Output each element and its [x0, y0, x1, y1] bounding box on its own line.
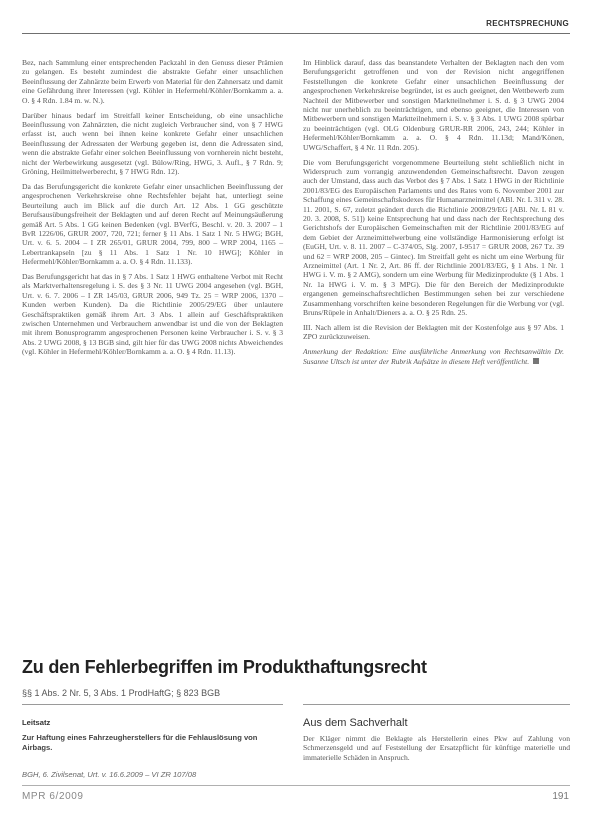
paragraph: Die vom Berufungsgericht vorgenommene Beurteilung steht schließlich nicht in Widerspruch zum vorrangig anzuwendenden Gemeinschaftsrecht. Davon zeugen auch der Umstand, dass auch das Verbot des § 7 Abs. 1 Satz 1 HWG in der Richtlinie 2001/83/EG des Europäischen Parlaments und des Rates vom 6. November 2001 zur Schaffung eines Gemeinschaftskodexes für Humanarzneimittel (ABl. Nr. L 311 v. 28. 11. 2001, S. 67, zuletzt geändert durch die Richtlinie 2008/29/EG [ABl. Nr. L 81 v. 20. 3. 2008, S. 51]) keine Entsprechung hat und dass nach der Rechtsprechung des Gerichtshofs der Europäischen Gemeinschaften mit der Richtlinie 2001/83/EG auf dem Gebiet der Arzneimittelwerbung eine vollständige Harmonisierung erfolgt ist (EuGH, Urt. v. 8. 11. 2007 – C-374/05, Slg. 2007, I-9517 = GRUR 2008, 267 Tz. 39 und 62 = WRP 2008, 205 – Gintec). Im Streitfall geht es nicht um eine Werbung für Arzneimittel (Art. 1 Nr. 2, Art. 86 ff. der Richtlinie 2001/83/EG, § 1 Abs. 1 Nr. 1 HWG i. V. m. § 2 AMG), sondern um eine Werbung für Medizinprodukte (§ 1 Abs. 1 Nr. 1a HWG i. V. m. § 3 MPG). Die für den Bereich der Medizinprodukte ergangenen gemeinschaftsrechtlichen Bestimmungen sehen bei zur verschiedene Zusammenhang vorschriften keine besonderen Regelungen für die Werbung vor (vgl. Bruns/Rüpele in Anhalt/Dieners a. a. O. § 25 Rdn. 25.: [303, 157, 564, 318]
article-title: Zu den Fehlerbegriffen im Produkthaftungsrecht: [22, 657, 427, 677]
court-reference: BGH, 6. Zivilsenat, Urt. v. 16.6.2009 – VI ZR 107/08: [22, 770, 197, 779]
editor-note: [303, 347, 564, 366]
left-column: [22, 58, 283, 362]
divider-left: [22, 704, 283, 705]
leitsatz-label: Leitsatz: [22, 718, 51, 727]
paragraph: Bez, nach Sammlung einer entsprechenden Packzahl in den Genuss dieser Prämien zu gelangen. Es besteht zumindest die abstrakte Gefahr einer unsachlichen Beeinflussung der Zahnärzte beim Erwerb von Material für den Zahnersatz und damit eine Gefährdung ihrer Interessen (vgl. Köhler in Hefermehl/Köhler/Bornkamm a. a. O. § 4 Rdn. 1.84 m. w. N.).: [22, 58, 283, 105]
leitsatz-text: Zur Haftung eines Fahrzeugherstellers für die Fehlauslösung von Airbags.: [22, 733, 258, 752]
page-number: 191: [552, 791, 569, 802]
footer-rule: [22, 785, 570, 786]
section-label: RECHTSPRECHUNG: [486, 19, 569, 28]
divider-right: [303, 704, 570, 705]
article-subtitle: §§ 1 Abs. 2 Nr. 5, 3 Abs. 1 ProdHaftG; § 823 BGB: [22, 688, 221, 698]
paragraph: Im Hinblick darauf, dass das beanstandete Verhalten der Beklagten nach den vom Berufungsgericht getroffenen und von der Revision nicht angegriffenen Feststellungen die konkrete Gefahr einer unsachlichen Beeinflussung der angesprochenen Verkehrskreise begründet, ist es auch geeignet, den Wettbewerb zum Nachteil der Mitbewerber und sonstigen Marktteilnehmer i. S. d. § 3 UWG 2004 nicht nur unerheblich zu beeinträchtigen, und ebenso geeignet, die Interessen von Mitbewerbern und sonstigen Marktteilnehmern i. S. v. § 3 Abs. 1 UWG 2008 spürbar zu beeinträchtigen (vgl. OLG Oldenburg GRUR-RR 2006, 243, 244; Köhler in Hefermehl/Köhler/Bornkamm a. a. O. § 4 Rdn. 11.13d; Mand/Könen, UWG/Schaffert, § 4 Nr. 11 Rdn. 205).: [303, 58, 564, 152]
end-mark-icon: [533, 358, 539, 364]
paragraph: Das Berufungsgericht hat das in § 7 Abs. 1 Satz 1 HWG enthaltene Verbot mit Recht als Marktverhaltensregelung i. S. des § 3 Nr. 11 UWG 2004 angesehen (vgl. BGH, Urt. v. 6. 7. 2006 – I ZR 145/03, GRUR 2006, 949 Tz. 25 = WRP 2006, 1370 – Kunden werben Kunden). Da die Richtlinie 2005/29/EG über unlautere Geschäftspraktiken gemäß ihrem Art. 3 Abs. 1 allein auf Geschäftspraktiken zwischen Unternehmen und Verbrauchern anwendbar ist und die von der Beklagten mit ihrem Bonusprogramm angesprochenen Personen keine Verbraucher i. S. v. § 3 Abs. 2 UWG 2008, § 13 BGB sind, gilt hier für das UWG 2008 nichts Abweichendes (vgl. Köhler in Hefermehl/Köhler/Bornkamm a. a. O. § 4 Rdn. 11.13).: [22, 272, 283, 357]
sachverhalt-text: Der Kläger nimmt die Beklagte als Herstellerin eines Pkw auf Zahlung von Schmerzensgeld und auf Feststellung der Ersatzpflicht für künftige materielle und immaterielle Schäden in Anspruch.: [303, 734, 570, 762]
journal-reference: MPR 6/2009: [22, 791, 84, 802]
header-rule: [22, 33, 570, 34]
right-column: [303, 58, 564, 372]
editor-note-text: Anmerkung der Redaktion: Eine ausführliche Anmerkung von Rechtsanwältin Dr. Susanne Ultsch ist unter der Rubrik Aufsätze in diesem Heft veröffentlicht.: [303, 347, 564, 366]
paragraph: Da das Berufungsgericht die konkrete Gefahr einer unsachlichen Beeinflussung der angesprochenen Verkehrskreise ohne Rechtsfehler bejaht hat, unterliegt seine Beurteilung auch im Blick auf die durch Art. 12 Abs. 1 GG geschützte Berufsausübungsfreiheit der Beklagten und auf deren Recht auf Meinungsäußerung gemäß Art. 5 Abs. 1 GG keinen Bedenken (vgl. BVerfG, Beschl. v. 20. 3. 2007 – 1 BvR 1226/06, GRUR 2007, 720, 721; ferner § 11 Abs. 1 Satz 1 Nr. 5 HWG; BGH, Urt. v. 6. 5. 2004 – I ZR 265/01, GRUR 2004, 799, 800 – WRP 2004, 1165 – Lebertrankapseln [zu § 11 Abs. 1 Satz 1 Nr. 10 HWG]; Köhler in Hefermehl/Köhler/Bornkamm a. a. O. § 4 Rdn. 11.133).: [22, 181, 283, 267]
paragraph: III. Nach allem ist die Revision der Beklagten mit der Kostenfolge aus § 97 Abs. 1 ZPO zurückzuweisen.: [303, 322, 564, 342]
paragraph: Darüber hinaus bedarf im Streitfall keiner Entscheidung, ob eine unsachliche Beeinflussung von Zahnärzten, die nicht zugleich Verbraucher sind, von § 7 HWG erfasst ist, auch wenn bei ihnen keine konkrete Gefahr einer unsachlichen Beeinflussung der Adressaten der Werbung gegeben ist, denn die Adressaten sind, wenn die abstrakte Gefahr einer solchen Beeinflussung von vornherein nicht besteht, nicht der Werbewirkung ausgesetzt (vgl. Bülow/Ring, HWG, 3. Aufl., § 7 Rdn. 9; Gröning, Heilmittelwerberecht, § 7 HWG Rdn. 12).: [22, 110, 283, 176]
sachverhalt-heading: Aus dem Sachverhalt: [303, 717, 408, 729]
